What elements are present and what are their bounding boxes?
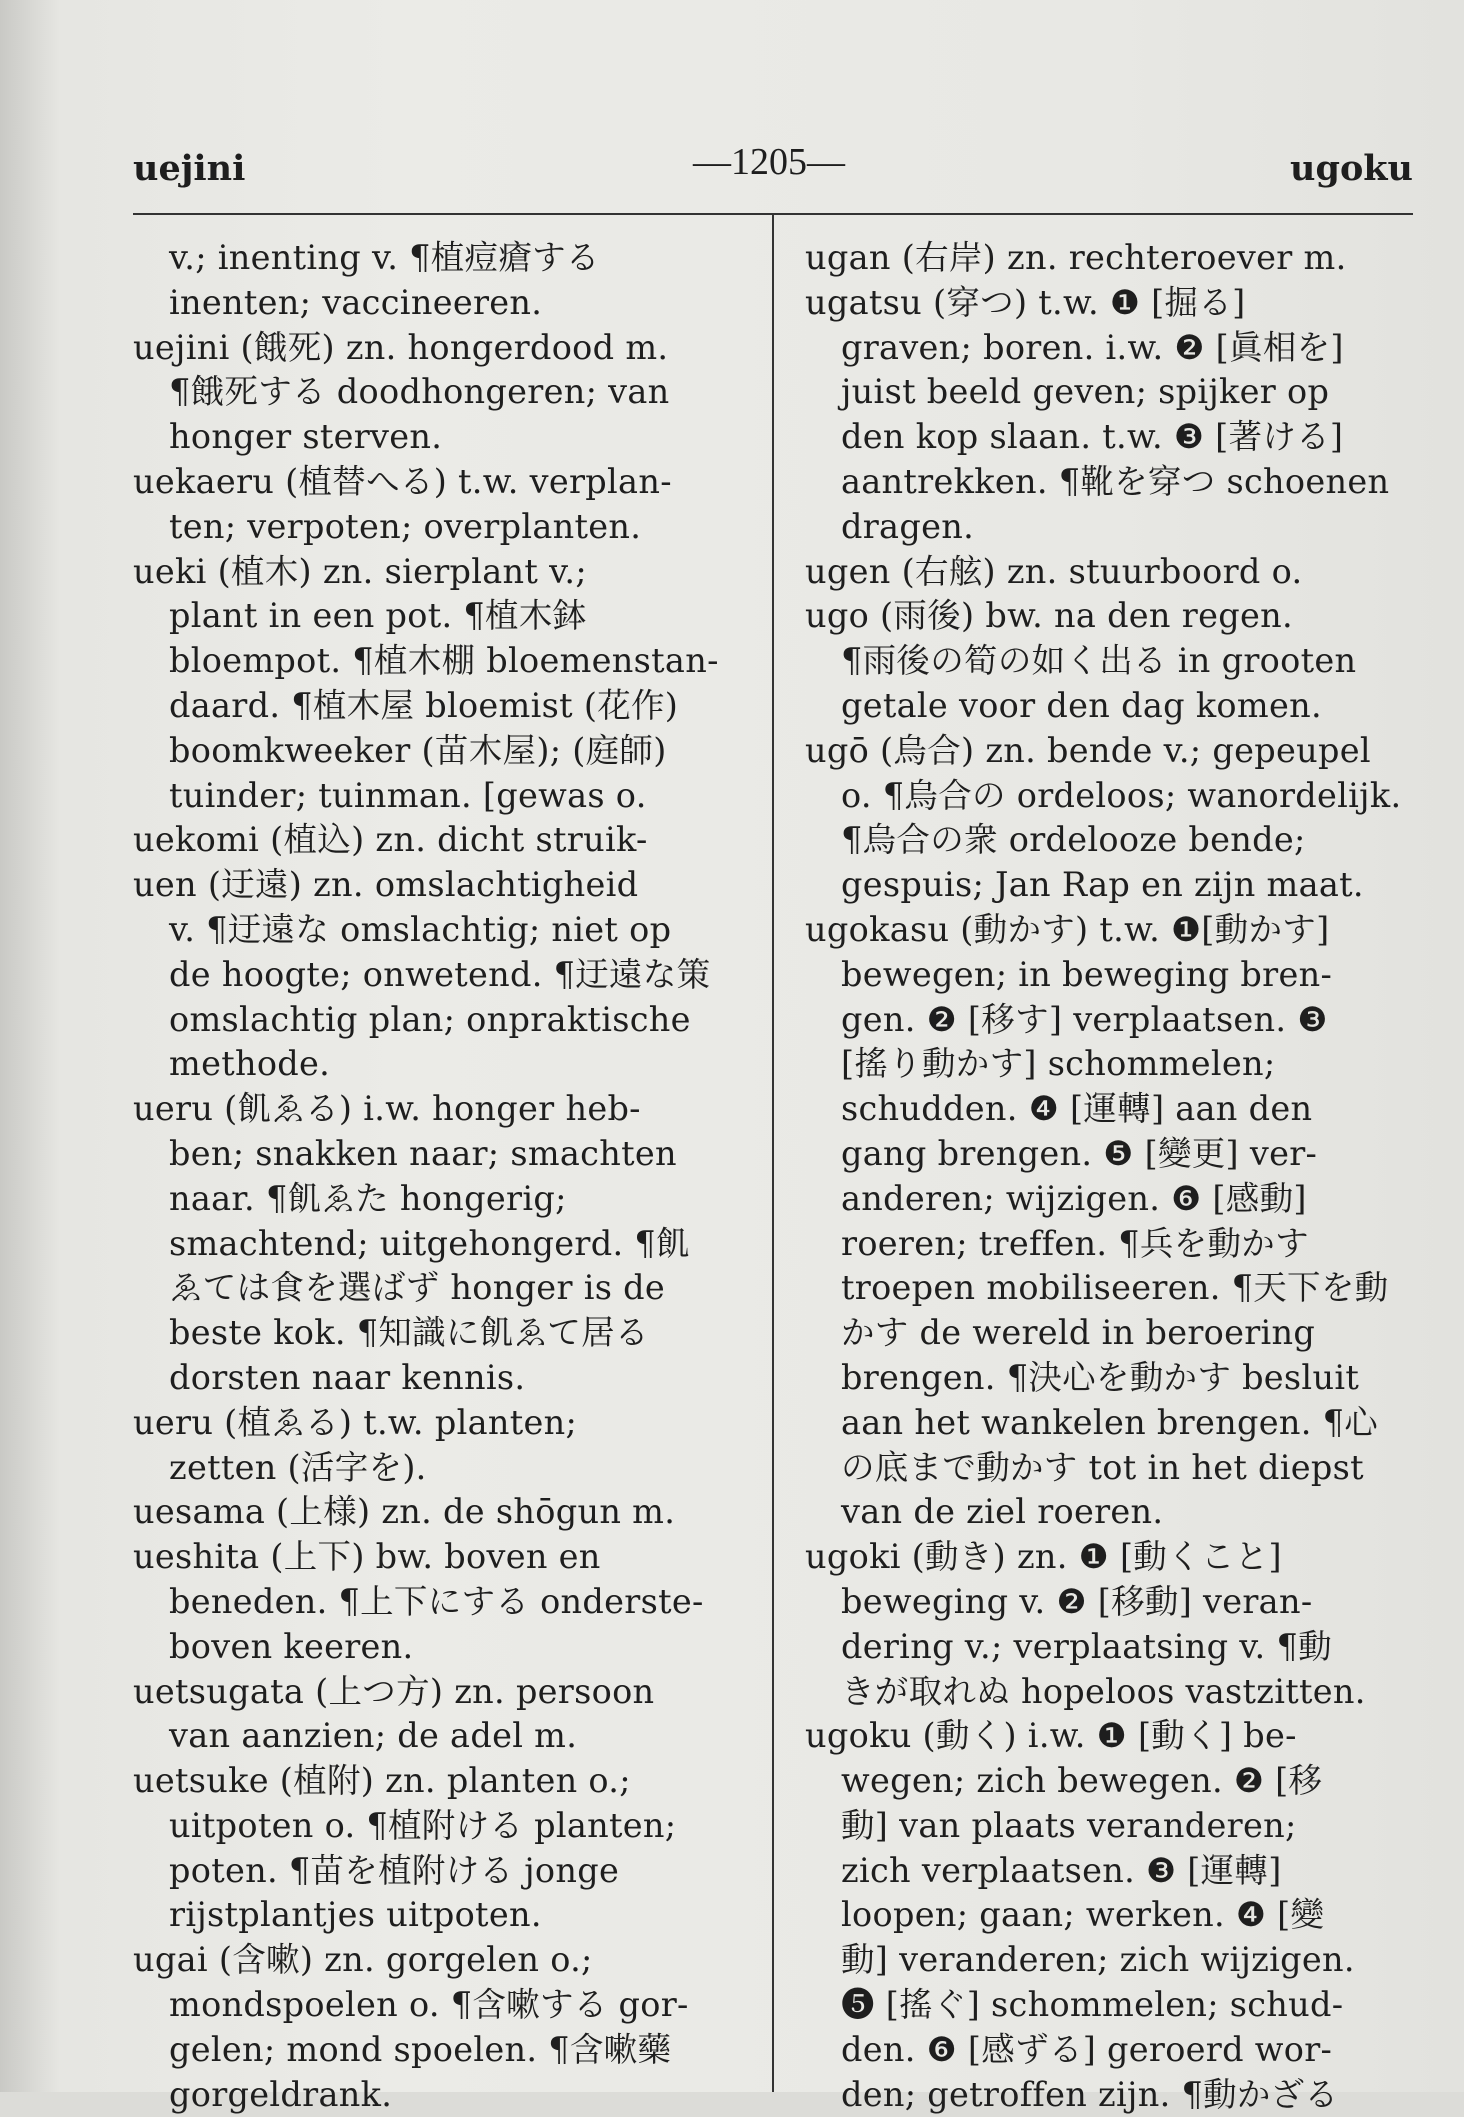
entry-line: ugoki (動き) zn. ❶ [動くこと] (805, 1537, 1282, 1577)
entry-line: gelen; mond spoelen. ¶含嗽藥 (169, 2029, 672, 2069)
entry-line: zetten (活字を). (169, 1447, 427, 1487)
entry-line: schudden. ❹ [運轉] aan den (841, 1089, 1313, 1129)
entry-line: den; getroffen zijn. ¶動かざる (841, 2074, 1339, 2114)
header-first-entry: uejini (133, 148, 246, 189)
entry-line: aantrekken. ¶靴を穿つ schoenen (841, 461, 1390, 501)
entry-line: ¶雨後の筍の如く出る in grooten (841, 641, 1357, 681)
entry-line: bewegen; in beweging bren- (841, 954, 1333, 994)
entry-line: gen. ❷ [移す] verplaatsen. ❸ (841, 999, 1328, 1039)
entry-line: ugokasu (動かす) t.w. ❶[動かす] (805, 909, 1330, 949)
entry-line: zich verplaatsen. ❸ [運轉] (841, 1850, 1282, 1890)
entry-line: gorgeldrank. (169, 2074, 393, 2114)
entry-line: beneden. ¶上下にする onderste- (169, 1581, 704, 1621)
entry-line: v. ¶迂遠な omslachtig; niet op (169, 909, 672, 949)
entry-line: mondspoelen o. ¶含嗽する gor- (169, 1985, 689, 2025)
right-column (805, 236, 1420, 2117)
entry-line: troepen mobiliseeren. ¶天下を動 (841, 1268, 1389, 1308)
entry-line: きが取れぬ hopeloos vastzitten. (841, 1671, 1366, 1711)
entry-line: graven; boren. i.w. ❷ [眞相を] (841, 327, 1344, 367)
entry-line: brengen. ¶決心を動かす besluit (841, 1357, 1360, 1397)
entry-line: beste kok. ¶知識に飢ゑて居る (169, 1313, 649, 1353)
entry-line: ueshita (上下) bw. boven en (133, 1537, 601, 1577)
entry-line: 動] veranderen; zich wijzigen. (841, 1940, 1355, 1980)
entry-line: v.; inenting v. ¶植痘瘡する (169, 238, 600, 277)
entry-line: juist beeld geven; spijker op (841, 372, 1330, 412)
entry-line: ueru (飢ゑる) i.w. honger heb- (133, 1089, 641, 1129)
entry-line: ゑては食を選ばず honger is de (169, 1268, 666, 1308)
entry-line: den kop slaan. t.w. ❸ [著ける] (841, 417, 1344, 457)
entry-line: uetsugata (上つ方) zn. persoon (133, 1671, 655, 1711)
entry-line: [搖り動かす] schommelen; (841, 1044, 1276, 1084)
left-column (133, 236, 753, 2117)
entry-line: かす de wereld in beroering (841, 1313, 1316, 1353)
entry-line: ❺ [搖ぐ] schommelen; schud- (841, 1985, 1344, 2025)
entry-line: poten. ¶苗を植附ける jonge (169, 1850, 620, 1890)
entry-line: plant in een pot. ¶植木鉢 (169, 596, 587, 636)
entry-line: inenten; vaccineeren. (169, 282, 543, 322)
entry-line: omslachtig plan; onpraktische (169, 999, 691, 1039)
entry-line: aan het wankelen brengen. ¶心 (841, 1402, 1379, 1442)
entry-line: ugō (烏合) zn. bende v.; gepeupel (805, 730, 1371, 770)
entry-line: ueki (植木) zn. sierplant v.; (133, 551, 587, 591)
entry-line: uejini (餓死) zn. hongerdood m. (133, 327, 669, 367)
entry-line: ugatsu (穿つ) t.w. ❶ [掘る] (805, 282, 1246, 322)
entry-line: ugo (雨後) bw. na den regen. (805, 596, 1293, 636)
header-last-entry: ugoku (1290, 148, 1413, 189)
entry-line: van de ziel roeren. (841, 1492, 1164, 1532)
entry-line: honger sterven. (169, 417, 443, 457)
entry-line: ¶烏合の衆 ordelooze bende; (841, 820, 1306, 860)
entry-line: ugoku (動く) i.w. ❶ [動く] be- (805, 1716, 1297, 1756)
entry-line: den. ❻ [感ずる] geroerd wor- (841, 2029, 1333, 2069)
entry-line: uekaeru (植替へる) t.w. verplan- (133, 461, 672, 501)
page-header (133, 140, 1413, 190)
entry-line: ten; verpoten; overplanten. (169, 506, 642, 546)
entry-line: boven keeren. (169, 1626, 414, 1666)
entry-line: uen (迂遠) zn. omslachtigheid (133, 865, 639, 905)
column-divider (772, 213, 774, 2092)
entry-line: o. ¶烏合の ordeloos; wanordelijk. (841, 775, 1402, 815)
entry-line: uekomi (植込) zn. dicht struik- (133, 820, 648, 860)
entry-line: ueru (植ゑる) t.w. planten; (133, 1402, 578, 1442)
entry-line: smachtend; uitgehongerd. ¶飢 (169, 1223, 690, 1263)
entry-line: dragen. (841, 506, 975, 546)
entry-line: van aanzien; de adel m. (169, 1716, 578, 1756)
entry-line: loopen; gaan; werken. ❹ [變 (841, 1895, 1325, 1935)
entry-line: boomkweeker (苗木屋); (庭師) (169, 730, 667, 770)
entry-line: methode. (169, 1044, 331, 1084)
entry-line: gang brengen. ❺ [變更] ver- (841, 1133, 1318, 1173)
page-number: —1205— (693, 141, 845, 183)
entry-line: ugai (含嗽) zn. gorgelen o.; (133, 1940, 593, 1980)
entry-line: ben; snakken naar; smachten (169, 1133, 677, 1173)
entry-line: beweging v. ❷ [移動] veran- (841, 1581, 1313, 1621)
entry-line: uesama (上様) zn. de shōgun m. (133, 1492, 676, 1532)
entry-line: の底まで動かす tot in het diepst (841, 1447, 1364, 1487)
entry-line: ¶餓死する doodhongeren; van (169, 372, 670, 412)
entry-line: wegen; zich bewegen. ❷ [移 (841, 1761, 1323, 1801)
entry-line: uitpoten o. ¶植附ける planten; (169, 1805, 677, 1845)
entry-line: tuinder; tuinman. [gewas o. (169, 775, 647, 815)
entry-line: getale voor den dag komen. (841, 685, 1322, 725)
entry-line: dering v.; verplaatsing v. ¶動 (841, 1626, 1332, 1666)
entry-line: anderen; wijzigen. ❻ [感動] (841, 1178, 1307, 1218)
entry-line: bloempot. ¶植木棚 bloemenstan- (169, 641, 719, 681)
entry-line: ugen (右舷) zn. stuurboord o. (805, 551, 1303, 591)
entry-line: uetsuke (植附) zn. planten o.; (133, 1761, 631, 1801)
entry-line: ugan (右岸) zn. rechteroever m. (805, 238, 1347, 277)
entry-line: dorsten naar kennis. (169, 1357, 526, 1397)
entry-line: gespuis; Jan Rap en zijn maat. (841, 865, 1364, 905)
entry-line: rijstplantjes uitpoten. (169, 1895, 542, 1935)
entry-line: naar. ¶飢ゑた hongerig; (169, 1178, 567, 1218)
entry-line: 動] van plaats veranderen; (841, 1805, 1297, 1845)
entry-line: de hoogte; onwetend. ¶迂遠な策 (169, 954, 711, 994)
entry-line: daard. ¶植木屋 bloemist (花作) (169, 685, 679, 725)
entry-line: roeren; treffen. ¶兵を動かす (841, 1223, 1309, 1263)
